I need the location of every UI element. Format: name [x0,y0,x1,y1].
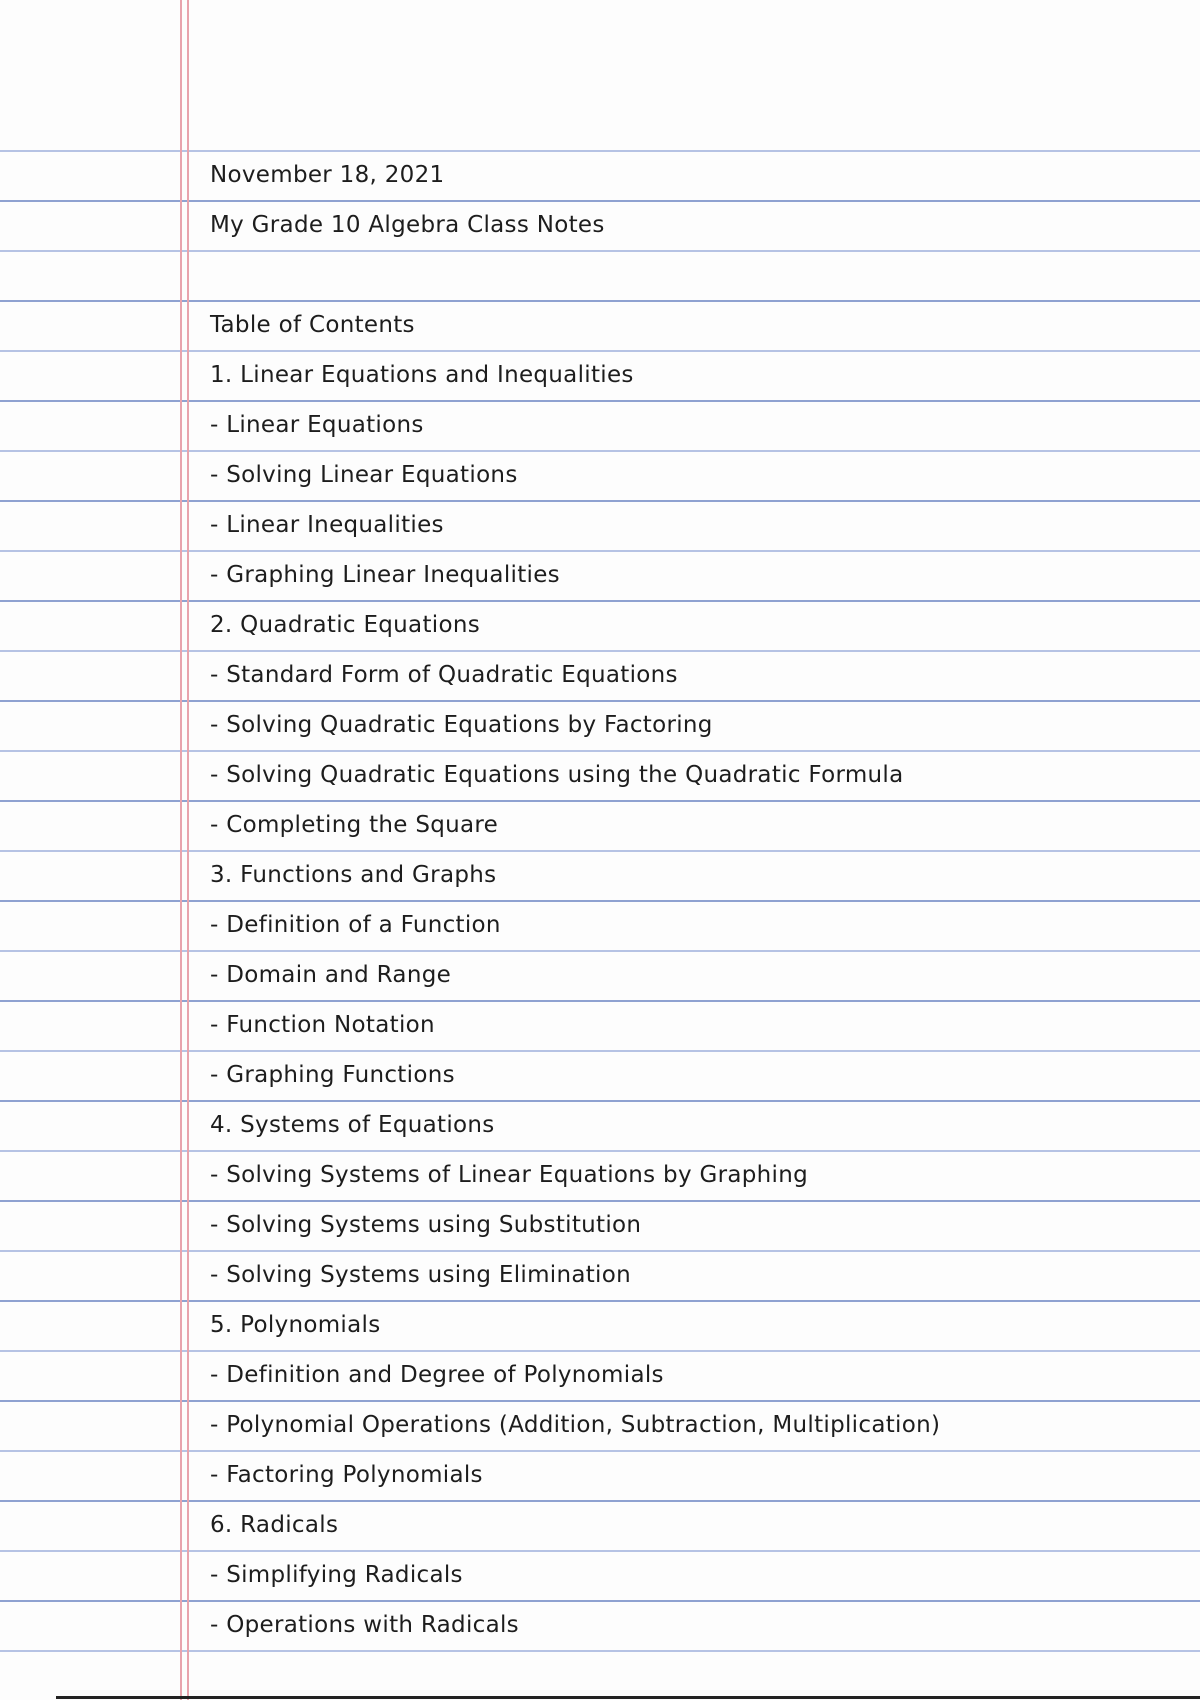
margin-line-left [180,0,182,1700]
list-item: 5. Polynomials [210,1312,381,1338]
list-item: - Standard Form of Quadratic Equations [210,662,678,688]
date-line: November 18, 2021 [210,162,445,188]
list-item: - Solving Quadratic Equations by Factoring [210,712,713,738]
list-item: - Solving Systems of Linear Equations by Graphing [210,1162,808,1188]
list-item: - Solving Quadratic Equations using the Quadratic Formula [210,762,904,788]
blank-line [210,250,1170,300]
list-item: 2. Quadratic Equations [210,612,480,638]
list-item: 3. Functions and Graphs [210,862,497,888]
list-item: - Completing the Square [210,812,499,838]
margin-line-right [187,0,189,1700]
toc-heading: Table of Contents [210,312,415,338]
list-item: - Definition and Degree of Polynomials [210,1362,664,1388]
list-item: 6. Radicals [210,1512,339,1538]
list-item: - Graphing Functions [210,1062,455,1088]
page-bottom-edge [56,1696,1200,1699]
list-item: - Solving Systems using Substitution [210,1212,642,1238]
title-line: My Grade 10 Algebra Class Notes [210,212,605,238]
list-item: - Linear Inequalities [210,512,444,538]
list-item: - Factoring Polynomials [210,1462,483,1488]
list-item: - Polynomial Operations (Addition, Subtraction, Multiplication) [210,1412,941,1438]
list-item: - Definition of a Function [210,912,501,938]
list-item: - Linear Equations [210,412,424,438]
notes-list [210,150,1170,1650]
list-item: - Simplifying Radicals [210,1562,463,1588]
list-item: - Solving Linear Equations [210,462,518,488]
list-item: - Solving Systems using Elimination [210,1262,631,1288]
list-item: 1. Linear Equations and Inequalities [210,362,634,388]
list-item: - Operations with Radicals [210,1612,519,1638]
list-item: 4. Systems of Equations [210,1112,495,1138]
list-item: - Function Notation [210,1012,435,1038]
list-item: - Domain and Range [210,962,452,988]
list-item: - Graphing Linear Inequalities [210,562,560,588]
